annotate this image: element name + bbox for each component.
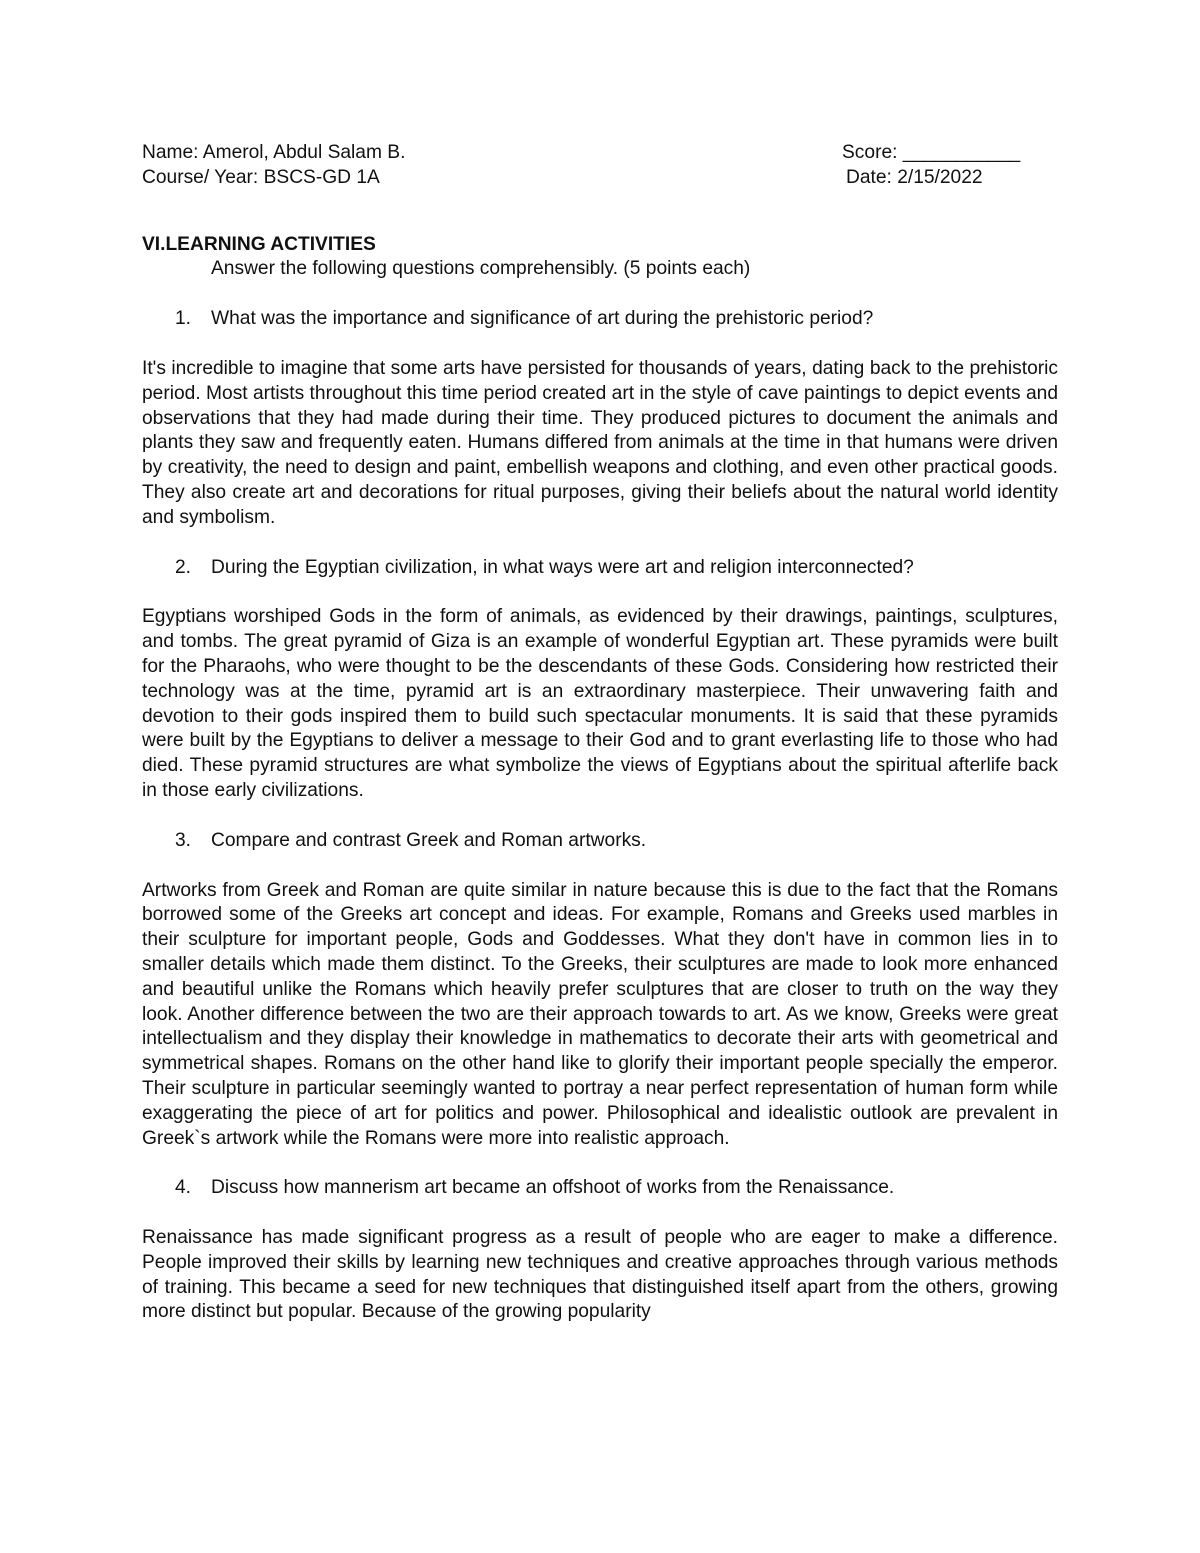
question-number: 2. [175,556,192,578]
section-title: VI.LEARNING ACTIVITIES [142,233,376,255]
answer-3: Artworks from Greek and Roman are quite similar in nature because this is due to the fact that the Romans borrowed some of the Greeks art concept and ideas. For example, Romans and Greeks used marbles in their sculpture for important people, Gods and Goddesses. What they don't have in common lies in to smaller details which made them distinct. To the Greeks, their sculptures are made to look more enhanced and beautiful unlike the Romans which heavily prefer sculptures that are closer to truth on the way they look. Another difference between the two are their approach towards to art. As we know, Greeks were great intellectualism and they display their knowledge in mathematics to decorate their arts with geometrical and symmetrical shapes. Romans on the other hand like to glorify their important people specially the emperor. Their sculpture in particular seemingly wanted to portray a near perfect representation of human form while exaggerating the piece of art for politics and power. Philosophical and idealistic outlook are prevalent in Greek`s artwork while the Romans were more into realistic approach. [142,879,1058,1149]
answer-1: It's incredible to imagine that some arts have persisted for thousands of years, dating back to the prehistoric period. Most artists throughout this time period created art in the style of cave paintings to depict events and observations that they had made during their time. They produced pictures to document the animals and plants they saw and frequently eaten. Humans differed from animals at the time in that humans were driven by creativity, the need to design and paint, embellish weapons and clothing, and even other practical goods. They also create art and decorations for ritual purposes, giving their beliefs about the natural world identity and symbolism. [142,357,1058,528]
question-text: During the Egyptian civilization, in what ways were art and religion interconnected? [211,556,914,578]
question-1 [142,307,1058,332]
score-field: Score: ___________ [842,142,1021,163]
header-row-course-date [142,166,1058,191]
question-text: Compare and contrast Greek and Roman artworks. [211,829,647,851]
answer-2: Egyptians worshiped Gods in the form of animals, as evidenced by their drawings, paintings, sculptures, and tombs. The great pyramid of Giza is an example of wonderful Egyptian art. These pyramids were built for the Pharaohs, who were thought to be the descendants of these Gods. Considering how restricted their technology was at the time, pyramid art is an extraordinary masterpiece. Their unwavering faith and devotion to their gods inspired them to build such spectacular monuments. It is said that these pyramids were built by the Egyptians to deliver a message to their God and to grant everlasting life to those who had died. These pyramid structures are what symbolize the views of Egyptians about the spiritual afterlife back in those early civilizations. [142,606,1058,801]
answer-4: Renaissance has made significant progress as a result of people who are eager to make a difference. People improved their skills by learning new techniques and creative approaches through various methods of training. This became a seed for new techniques that distinguished itself apart from the others, growing more distinct but popular. Because of the growing popularity [142,1227,1058,1323]
document-page [142,141,1058,1325]
course-year: Course/ Year: BSCS-GD 1A [142,166,380,188]
date-field: Date: 2/15/2022 [846,166,983,188]
question-3 [142,829,1058,854]
instructions: Answer the following questions comprehensibly. (5 points each) [211,258,751,280]
student-name: Name: Amerol, Abdul Salam B. [142,142,406,163]
question-number: 3. [175,829,192,851]
question-2 [142,556,1058,581]
header-row-name-score [142,141,1058,166]
question-text: What was the importance and significance of art during the prehistoric period? [211,308,874,330]
question-number: 4. [175,1177,192,1199]
question-number: 1. [175,308,192,330]
question-4 [142,1176,1058,1201]
question-text: Discuss how mannerism art became an offshoot of works from the Renaissance. [211,1177,895,1199]
